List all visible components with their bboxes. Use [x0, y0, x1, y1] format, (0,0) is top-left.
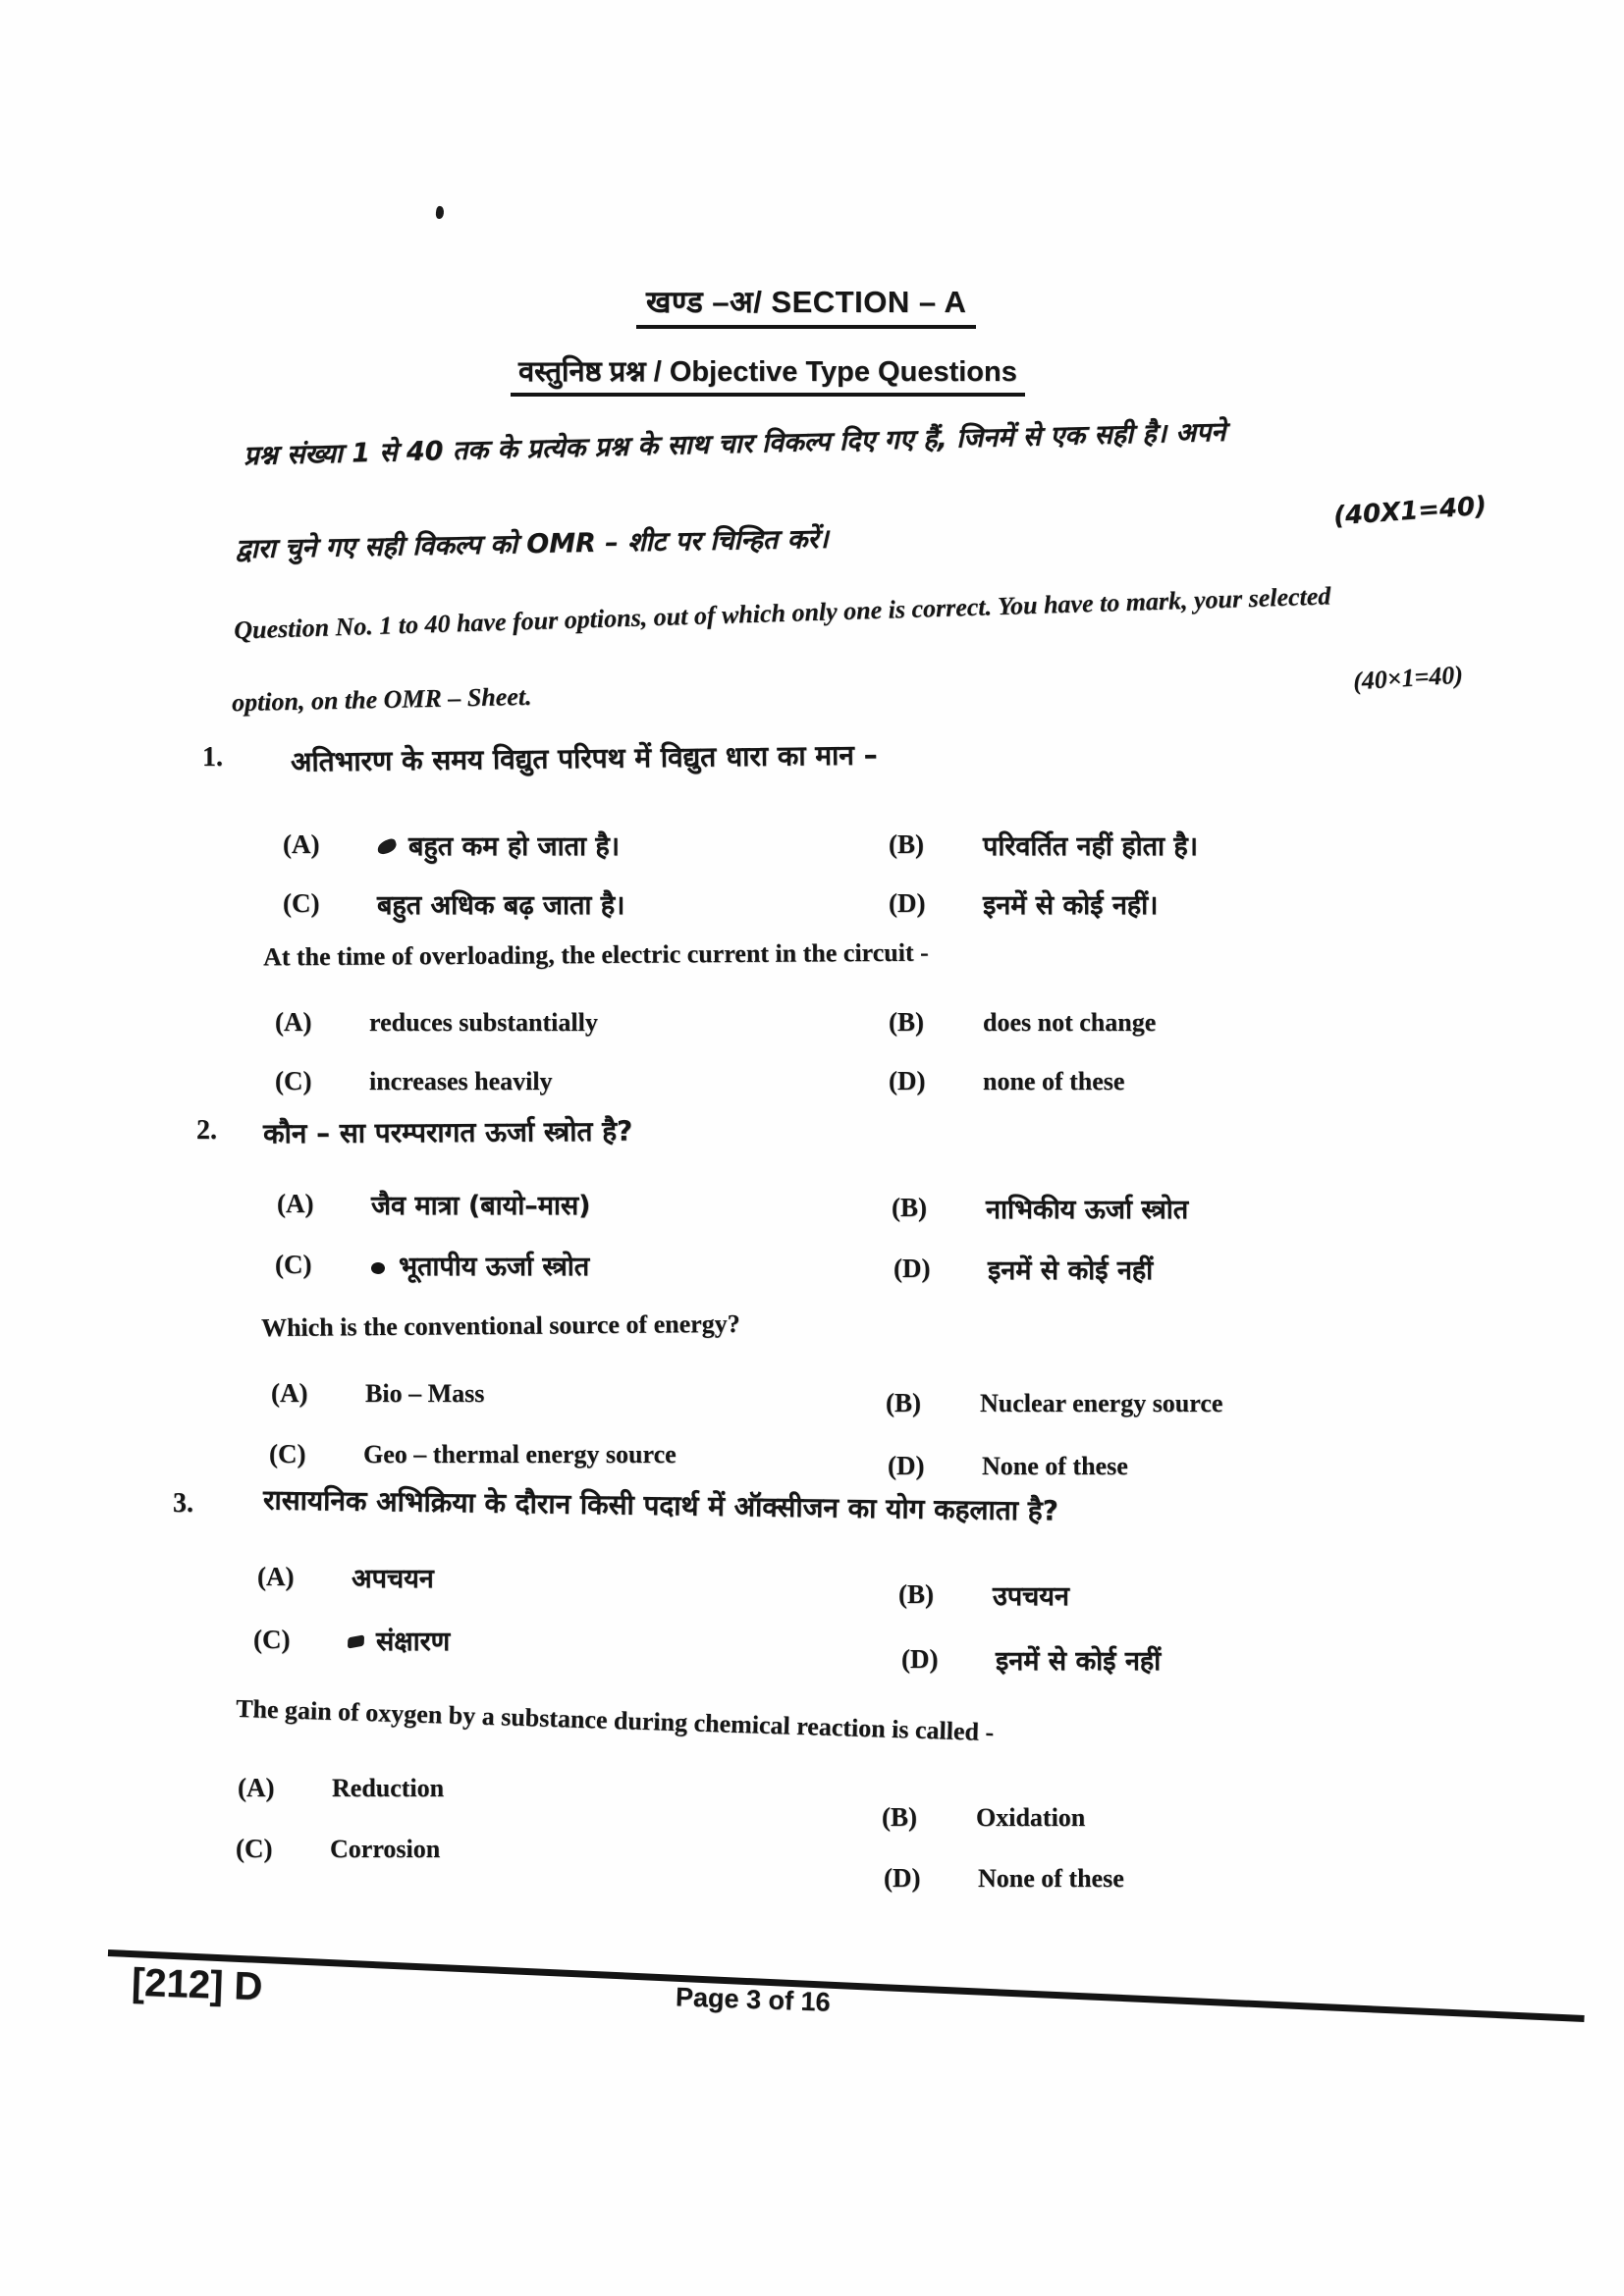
question-2-number: 2.	[196, 1115, 217, 1146]
option-text: Bio – Mass	[365, 1378, 485, 1408]
option-label: (A)	[238, 1773, 275, 1802]
marks-scheme-english: (40×1=40)	[1352, 660, 1464, 696]
option-label: (B)	[889, 1007, 924, 1037]
question-2-option-c-english	[269, 1439, 677, 1469]
question-2-stem-english: Which is the conventional source of energy?	[260, 1308, 740, 1343]
option-label: (C)	[269, 1439, 306, 1468]
question-3-option-a-english	[238, 1773, 444, 1803]
option-label: (D)	[889, 1066, 926, 1095]
question-1-option-a-hindi	[283, 827, 620, 863]
page-number: Page 3 of 16	[675, 1982, 832, 2017]
question-1-stem-hindi: अतिभारण के समय विद्युत परिपथ में विद्युत धारा का मान –	[290, 738, 878, 778]
option-label: (B)	[898, 1579, 934, 1609]
option-text: Oxidation	[976, 1802, 1086, 1832]
option-text: संक्षारण	[376, 1627, 451, 1657]
option-label: (B)	[882, 1802, 917, 1832]
option-label: (A)	[277, 1189, 314, 1218]
question-1-option-c-hindi	[283, 885, 624, 922]
option-text: Reduction	[332, 1773, 445, 1802]
question-2-option-a-hindi	[277, 1186, 591, 1222]
section-title: खण्ड –अ/ SECTION – A	[636, 285, 976, 329]
option-label: (C)	[275, 1250, 312, 1279]
option-label: (C)	[283, 888, 320, 918]
option-label: (A)	[275, 1007, 312, 1037]
question-2-stem-hindi: कौन – सा परम्परागत ऊर्जा स्त्रोत है?	[262, 1114, 633, 1150]
option-text: परिवर्तित नहीं होता है।	[983, 831, 1198, 862]
question-3-option-b-english	[882, 1802, 1085, 1833]
option-text: Geo – thermal energy source	[363, 1439, 677, 1468]
option-label: (B)	[889, 829, 924, 859]
option-label: (A)	[257, 1562, 295, 1591]
option-text: does not change	[983, 1007, 1157, 1037]
question-1-option-b-hindi	[889, 827, 1198, 863]
question-3-option-c-hindi	[253, 1622, 450, 1658]
question-2-option-b-hindi	[892, 1190, 1188, 1226]
question-2-option-a-english	[271, 1378, 484, 1409]
question-1-option-d-hindi	[889, 885, 1158, 922]
option-label: (B)	[892, 1193, 927, 1222]
option-label: (D)	[884, 1863, 921, 1893]
question-3-option-d-hindi	[901, 1641, 1161, 1678]
pen-mark-icon	[371, 1262, 385, 1274]
option-text: reduces substantially	[369, 1007, 598, 1037]
option-label: (D)	[888, 1451, 925, 1480]
option-label: (A)	[271, 1378, 308, 1408]
option-label: (D)	[889, 888, 926, 918]
question-2-option-b-english	[886, 1388, 1222, 1418]
option-text: Corrosion	[330, 1834, 441, 1863]
marks-scheme-hindi: (40X1=40)	[1332, 491, 1488, 532]
question-3-option-b-hindi	[898, 1576, 1069, 1613]
option-text: Nuclear energy source	[980, 1388, 1223, 1417]
pen-mark-icon	[375, 837, 398, 856]
question-2-option-d-english	[888, 1451, 1128, 1481]
scan-speck	[435, 206, 445, 220]
question-3-number: 3.	[173, 1488, 193, 1519]
option-label: (A)	[283, 829, 320, 859]
option-label: (D)	[901, 1644, 939, 1674]
option-text: इनमें से कोई नहीं।	[983, 890, 1159, 921]
instructions-hindi-line2: द्वारा चुने गए सही विकल्प को OMR – शीट पर चिन्हित करें।	[235, 523, 829, 565]
option-text: none of these	[983, 1066, 1125, 1095]
question-3-option-c-english	[236, 1834, 440, 1864]
pen-mark-icon	[348, 1634, 364, 1648]
question-1-option-c-english	[275, 1066, 553, 1096]
question-3-option-d-english	[884, 1863, 1124, 1894]
option-text: इनमें से कोई नहीं	[996, 1646, 1162, 1677]
option-text: उपचयन	[993, 1581, 1069, 1612]
instructions-english-line1: Question No. 1 to 40 have four options, out of which only one is correct. You have to mark, your selected	[233, 581, 1331, 645]
question-1-option-b-english	[889, 1007, 1156, 1038]
question-3-stem-english: The gain of oxygen by a substance during chemical reaction is called -	[235, 1693, 995, 1747]
question-1-option-d-english	[889, 1066, 1124, 1096]
question-2-option-c-hindi	[275, 1247, 589, 1283]
booklet-code: [212] D	[131, 1960, 264, 2009]
option-text: increases heavily	[369, 1066, 553, 1095]
option-label: (C)	[275, 1066, 312, 1095]
option-label: (D)	[893, 1254, 931, 1283]
footer-rule-line	[108, 1949, 1585, 2022]
option-text: अपचयन	[352, 1564, 434, 1594]
option-text: बहुत कम हो जाता है।	[408, 831, 620, 862]
option-label: (B)	[886, 1388, 921, 1417]
section-subtitle: वस्तुनिष्ठ प्रश्न / Objective Type Questions	[511, 356, 1025, 397]
question-2-option-d-hindi	[893, 1251, 1153, 1287]
question-3-option-a-hindi	[257, 1559, 434, 1595]
section-header	[636, 281, 976, 322]
question-3-stem-hindi: रासायनिक अभिक्रिया के दौरान किसी पदार्थ में ऑक्सीजन का योग कहलाता है?	[262, 1483, 1059, 1527]
option-text: None of these	[982, 1451, 1128, 1480]
question-1-stem-english: At the time of overloading, the electric current in the circuit -	[262, 937, 929, 972]
option-label: (C)	[236, 1834, 273, 1863]
section-subtitle-wrap	[511, 351, 1025, 390]
question-1-number: 1.	[202, 742, 223, 773]
option-text: जैव मात्रा (बायो–मास)	[371, 1191, 591, 1221]
instructions-hindi-line1: प्रश्न संख्या 1 से 40 तक के प्रत्येक प्रश्न के साथ चार विकल्प दिए गए हैं, जिनमें से एक सही है। अपने	[243, 416, 1226, 472]
option-text: भूतापीय ऊर्जा स्त्रोत	[399, 1252, 590, 1282]
option-text: नाभिकीय ऊर्जा स्त्रोत	[986, 1195, 1189, 1225]
option-text: बहुत अधिक बढ़ जाता है।	[377, 890, 625, 921]
question-1-option-a-english	[275, 1007, 598, 1038]
option-text: इनमें से कोई नहीं	[988, 1255, 1154, 1286]
instructions-english-line2: option, on the OMR – Sheet.	[231, 681, 532, 718]
option-text: None of these	[978, 1863, 1124, 1893]
option-label: (C)	[253, 1625, 291, 1654]
